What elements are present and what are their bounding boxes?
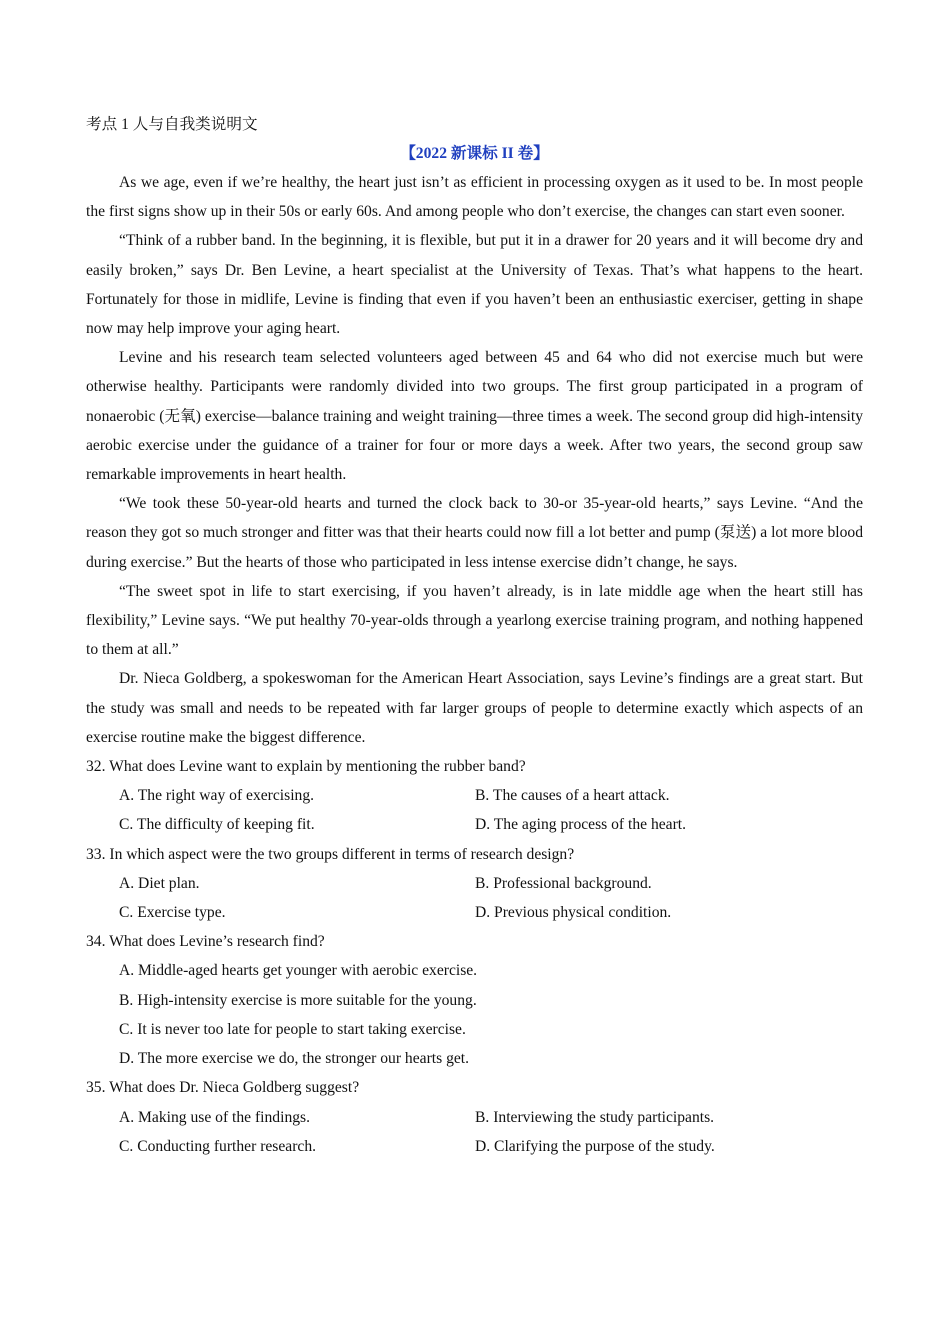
option-d: D. Previous physical condition.	[475, 904, 672, 922]
option-d: D. The more exercise we do, the stronger our hearts get.	[119, 1050, 470, 1068]
question-32	[86, 752, 863, 840]
option-a: A. Making use of the findings.	[119, 1108, 311, 1126]
option-a: A. Middle-aged hearts get younger with aerobic exercise.	[119, 962, 478, 980]
answer-options	[86, 781, 863, 839]
reading-passage	[86, 168, 863, 752]
answer-options	[86, 956, 863, 1073]
question-35	[86, 1073, 863, 1161]
passage-paragraph: Levine and his research team selected volunteers aged between 45 and 64 who did not exercise much but were otherwise healthy. Participants were randomly divided into two groups. The first group participated in a program of nonaerobic (无氧) exercise—balance training and weight training—three times a week. The second group did high-intensity aerobic exercise under the guidance of a trainer for four or more days a week. After two years, the second group saw remarkable improvements in heart health.	[86, 349, 863, 484]
option-b: B. The causes of a heart attack.	[475, 787, 670, 805]
answer-options	[86, 1103, 863, 1161]
option-c: C. It is never too late for people to start taking exercise.	[119, 1020, 466, 1038]
option-b: B. High-intensity exercise is more suitable for the young.	[119, 991, 477, 1009]
option-a: A. Diet plan.	[119, 874, 200, 892]
option-b: B. Professional background.	[475, 874, 652, 892]
passage-paragraph: “The sweet spot in life to start exercising, if you haven’t already, is in late middle age when the heart still has flexibility,” Levine says. “We put healthy 70-year-olds through a yearlong exercise training program, and nothing happened to them at all.”	[86, 582, 863, 659]
document-page	[86, 110, 863, 1161]
option-c: C. Conducting further research.	[119, 1137, 317, 1155]
question-34	[86, 927, 863, 1073]
question-stem: 32. What does Levine want to explain by mentioning the rubber band?	[86, 758, 526, 776]
option-b: B. Interviewing the study participants.	[475, 1108, 715, 1126]
question-stem: 35. What does Dr. Nieca Goldberg suggest?	[86, 1079, 360, 1097]
option-a: A. The right way of exercising.	[119, 787, 315, 805]
question-stem: 33. In which aspect were the two groups different in terms of research design?	[86, 845, 575, 863]
passage-paragraph: As we age, even if we’re healthy, the heart just isn’t as efficient in processing oxygen as it used to be. In most people the first signs show up in their 50s or early 60s. And among people who don’t exercise, the changes can start even sooner.	[86, 174, 863, 221]
passage-paragraph: “We took these 50-year-old hearts and turned the clock back to 30-or 35-year-old hearts,” says Levine. “And the reason they got so much stronger and fitter was that their hearts could now fill a lot better and pump (泵送) a lot more blood during exercise.” But the hearts of those who participated in less intense exercise didn’t change, he says.	[86, 495, 863, 571]
question-stem: 34. What does Levine’s research find?	[86, 933, 325, 951]
passage-paragraph: Dr. Nieca Goldberg, a spokeswoman for the American Heart Association, says Levine’s findings are a great start. But the study was small and needs to be repeated with far larger groups of people to determine exactly which aspects of an exercise routine make the biggest difference.	[86, 670, 863, 746]
topic-label: 考点 1 人与自我类说明文	[86, 116, 258, 133]
option-d: D. The aging process of the heart.	[475, 816, 687, 834]
passage-paragraph: “Think of a rubber band. In the beginning, it is flexible, but put it in a drawer for 20 years and it will become dry and easily broken,” says Dr. Ben Levine, a heart specialist at the University of Texas. That’s what happens to the heart. Fortunately for those in midlife, Levine is finding that even if you haven’t been an enthusiastic exerciser, getting in shape now may help improve your aging heart.	[86, 232, 863, 338]
option-c: C. Exercise type.	[119, 904, 226, 922]
option-d: D. Clarifying the purpose of the study.	[475, 1137, 715, 1155]
answer-options	[86, 869, 863, 927]
exam-heading: 【2022 新课标 II 卷】	[400, 145, 549, 162]
question-33	[86, 840, 863, 928]
option-c: C. The difficulty of keeping fit.	[119, 816, 315, 834]
